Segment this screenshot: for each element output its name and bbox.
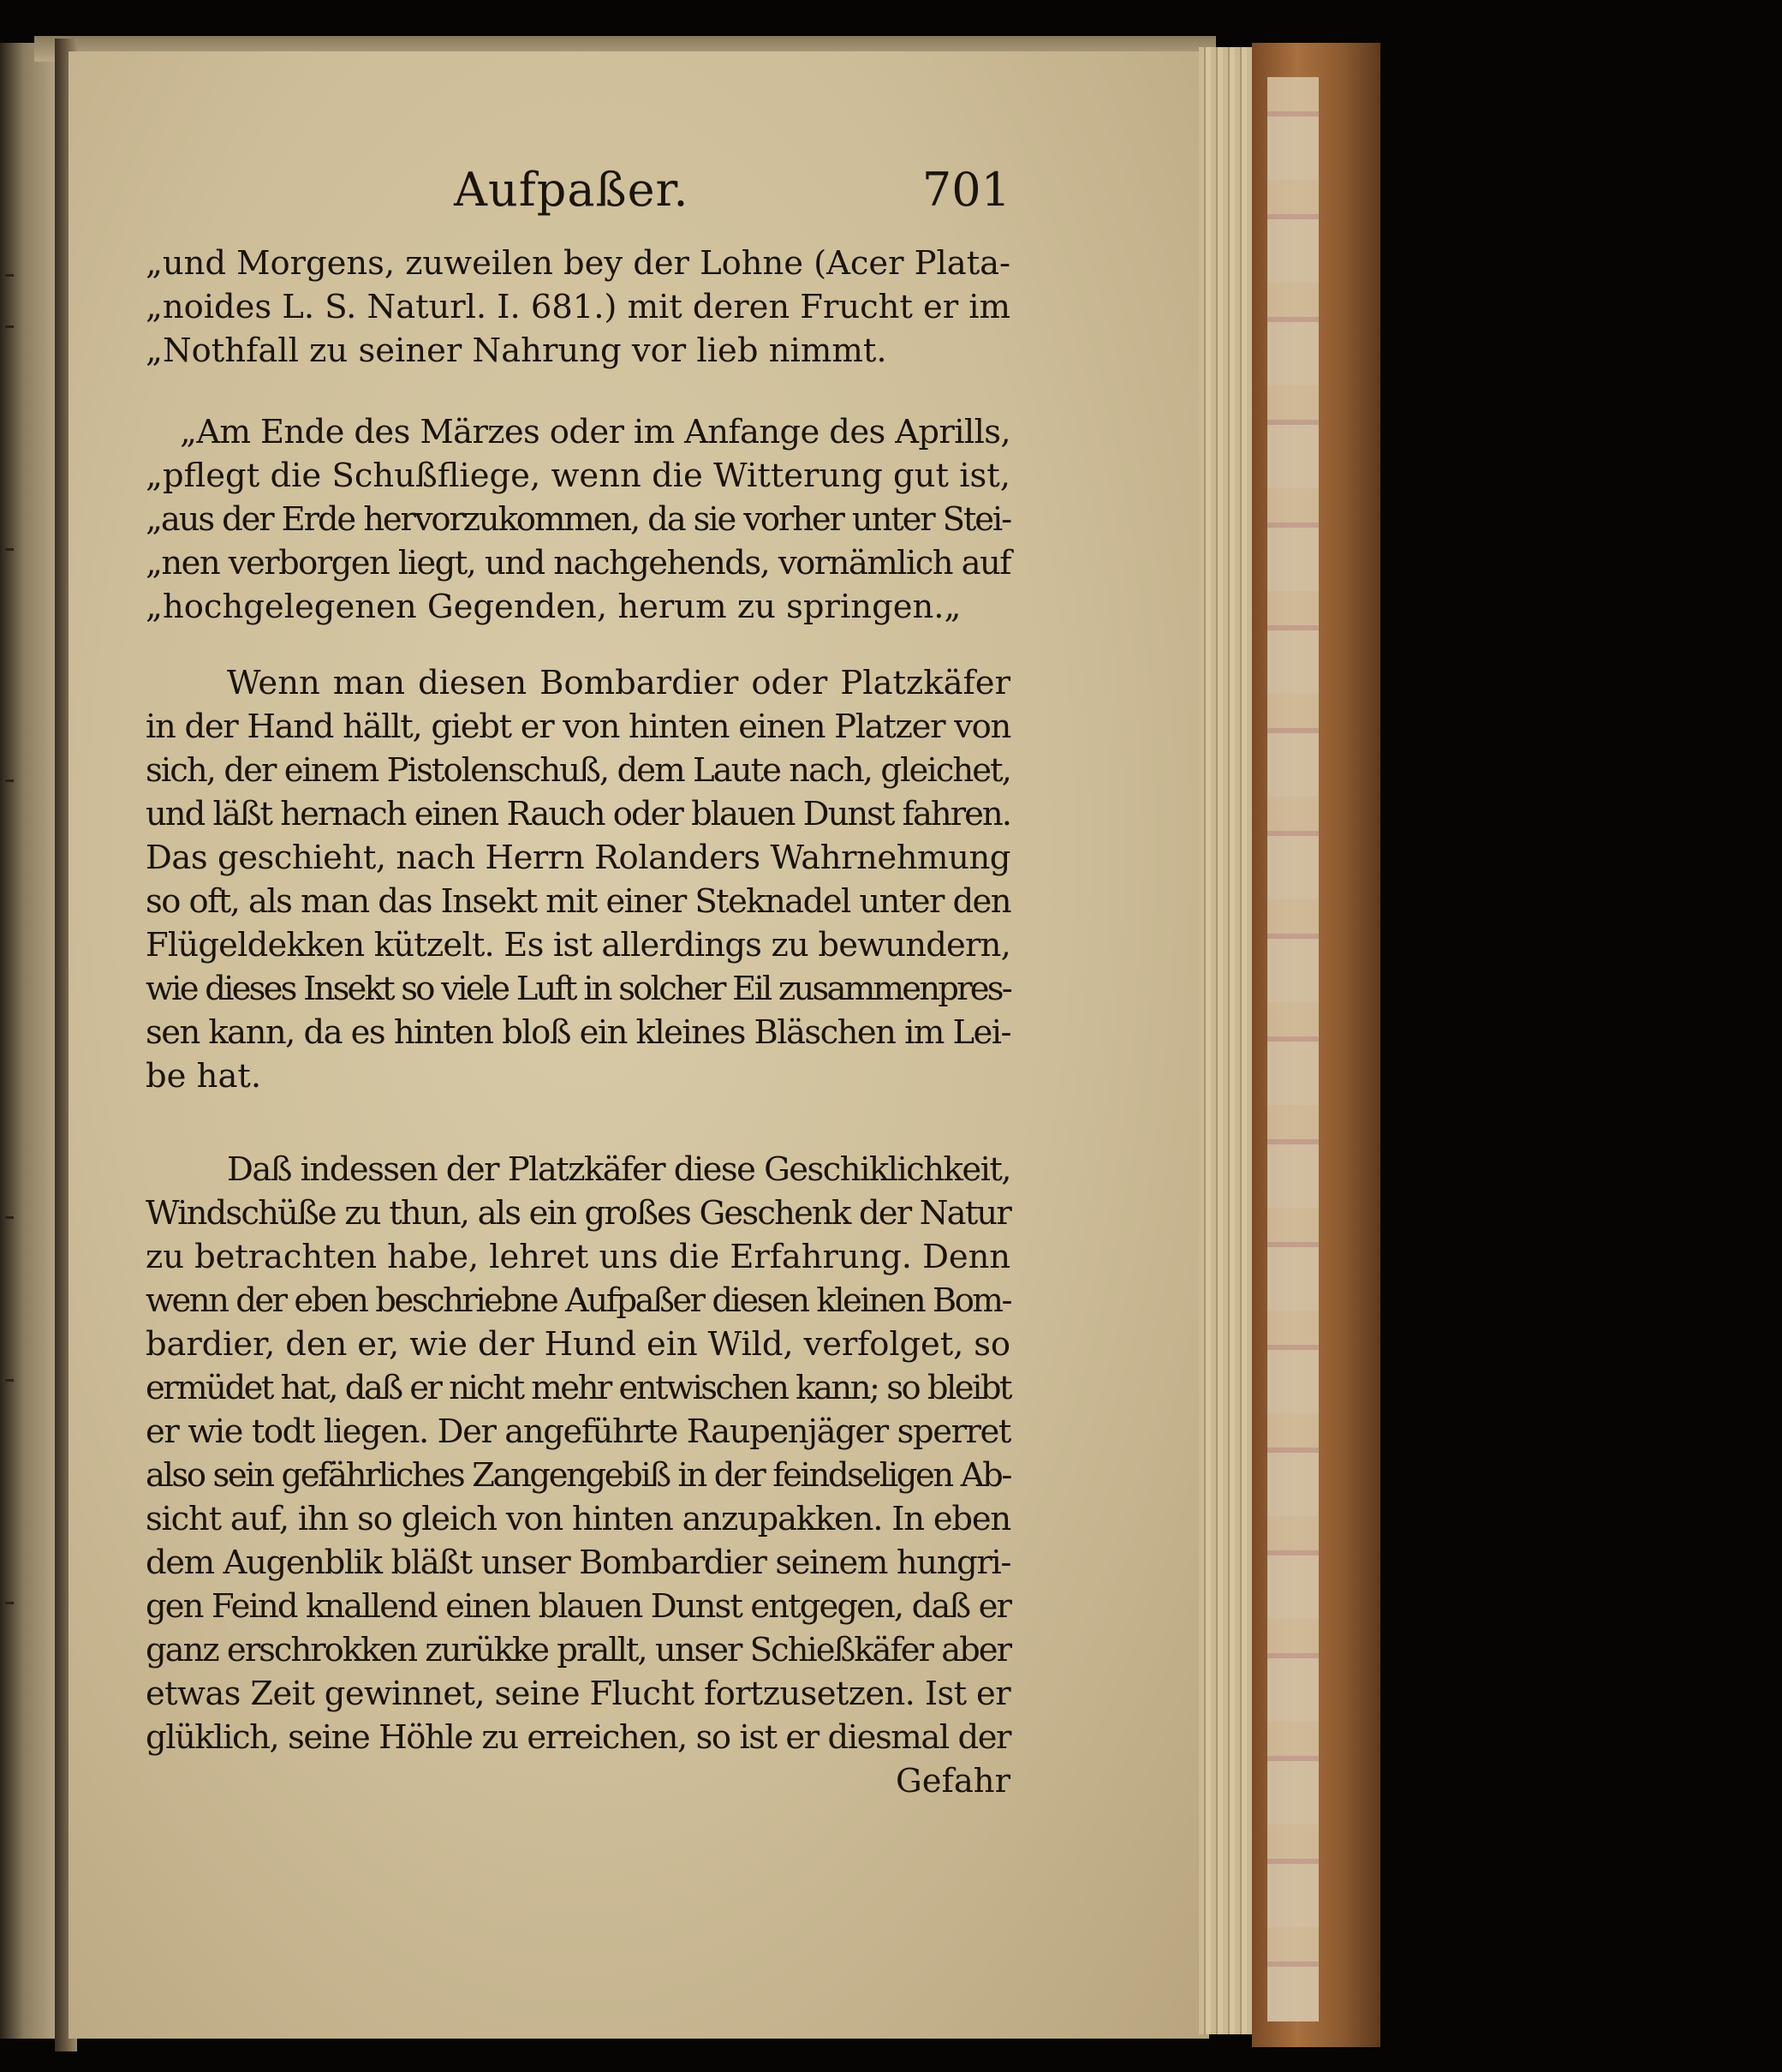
text-line: Das geschieht, nach Herrn Rolanders Wahrnehmung	[146, 839, 1010, 877]
text-line: be hat.	[146, 1057, 262, 1096]
text-line: etwas Zeit gewinnet, seine Flucht fortzusetzen. Ist er	[146, 1675, 1010, 1713]
text-line: dem Augenblik bläßt unser Bombardier seinem hungri-	[146, 1544, 1010, 1582]
text-line: und läßt hernach einen Rauch oder blauen Dunst fahren.	[146, 795, 1010, 833]
text-line: zu betrachten habe, lehret uns die Erfahrung. Denn	[146, 1238, 1010, 1276]
text-line: „noides L. S. Naturl. I. 681.) mit deren Frucht er im	[146, 288, 1010, 326]
text-line: bardier, den er, wie der Hund ein Wild, verfolget, so	[146, 1325, 1010, 1364]
paragraph-4	[146, 1148, 1010, 1803]
text-line: Flügeldekken kützelt. Es ist allerdings zu bewundern,	[146, 926, 1010, 964]
text-line: „aus der Erde hervorzukommen, da sie vorher unter Stei-	[146, 500, 1010, 539]
page-stack-edge	[1199, 47, 1259, 2034]
text-line: sen kann, da es hinten bloß ein kleines Bläschen im Lei-	[146, 1013, 1010, 1052]
running-head: Aufpaßer.	[454, 163, 689, 217]
page-body	[146, 242, 1010, 1803]
text-line: wenn der eben beschriebne Aufpaßer diesen kleinen Bom-	[146, 1281, 1010, 1320]
page-header	[146, 163, 1010, 231]
text-line: „nen verborgen liegt, und nachgehends, vornämlich auf	[146, 544, 1010, 582]
text-line: wie dieses Insekt so viele Luft in solcher Eil zusammenpres-	[146, 970, 1010, 1008]
text-line: „pflegt die Schußfliege, wenn die Witterung gut ist,	[146, 457, 1010, 495]
text-line: ganz erschrokken zurükke prallt, unser Schießkäfer aber	[146, 1631, 1010, 1669]
catchword: Gefahr	[896, 1762, 1010, 1800]
text-line: in der Hand hällt, giebt er von hinten einen Platzer von	[146, 708, 1010, 746]
text-line: Daß indessen der Platzkäfer diese Geschiklichkeit,	[227, 1150, 1010, 1189]
text-line: sich, der einem Pistolenschuß, dem Laute nach, gleichet,	[146, 751, 1010, 790]
facing-page-edge	[0, 43, 60, 2039]
text-line: glüklich, seine Höhle zu erreichen, so ist er diesmal der	[146, 1718, 1010, 1757]
paragraph-2	[146, 410, 1010, 629]
text-line: Wenn man diesen Bombardier oder Platzkäfer	[227, 664, 1010, 702]
page-number: 701	[921, 163, 1010, 217]
text-line: also sein gefährliches Zangengebiß in der feindseligen Ab-	[146, 1456, 1010, 1495]
text-line: „und Morgens, zuweilen bey der Lohne (Acer Plata-	[146, 244, 1010, 283]
text-line: „Am Ende des Märzes oder im Anfange des Aprills,	[180, 413, 1010, 451]
text-line: ermüdet hat, daß er nicht mehr entwischen kann; so bleibt	[146, 1369, 1010, 1407]
paragraph-1	[146, 242, 1010, 373]
marbled-endpaper	[1267, 77, 1319, 2021]
text-line: „hochgelegenen Gegenden, herum zu springen.„	[146, 588, 962, 626]
text-line: sicht auf, ihn so gleich von hinten anzupakken. In eben	[146, 1500, 1010, 1538]
text-line: er wie todt liegen. Der angeführte Raupenjäger sperret	[146, 1412, 1010, 1451]
text-line: „Nothfall zu seiner Nahrung vor lieb nimmt.	[146, 331, 887, 370]
text-line: Windschüße zu thun, als ein großes Geschenk der Natur	[146, 1194, 1010, 1233]
paragraph-3	[146, 661, 1010, 1098]
text-line: gen Feind knallend einen blauen Dunst entgegen, daß er	[146, 1587, 1010, 1626]
text-line: so oft, als man das Insekt mit einer Steknadel unter den	[146, 882, 1010, 921]
